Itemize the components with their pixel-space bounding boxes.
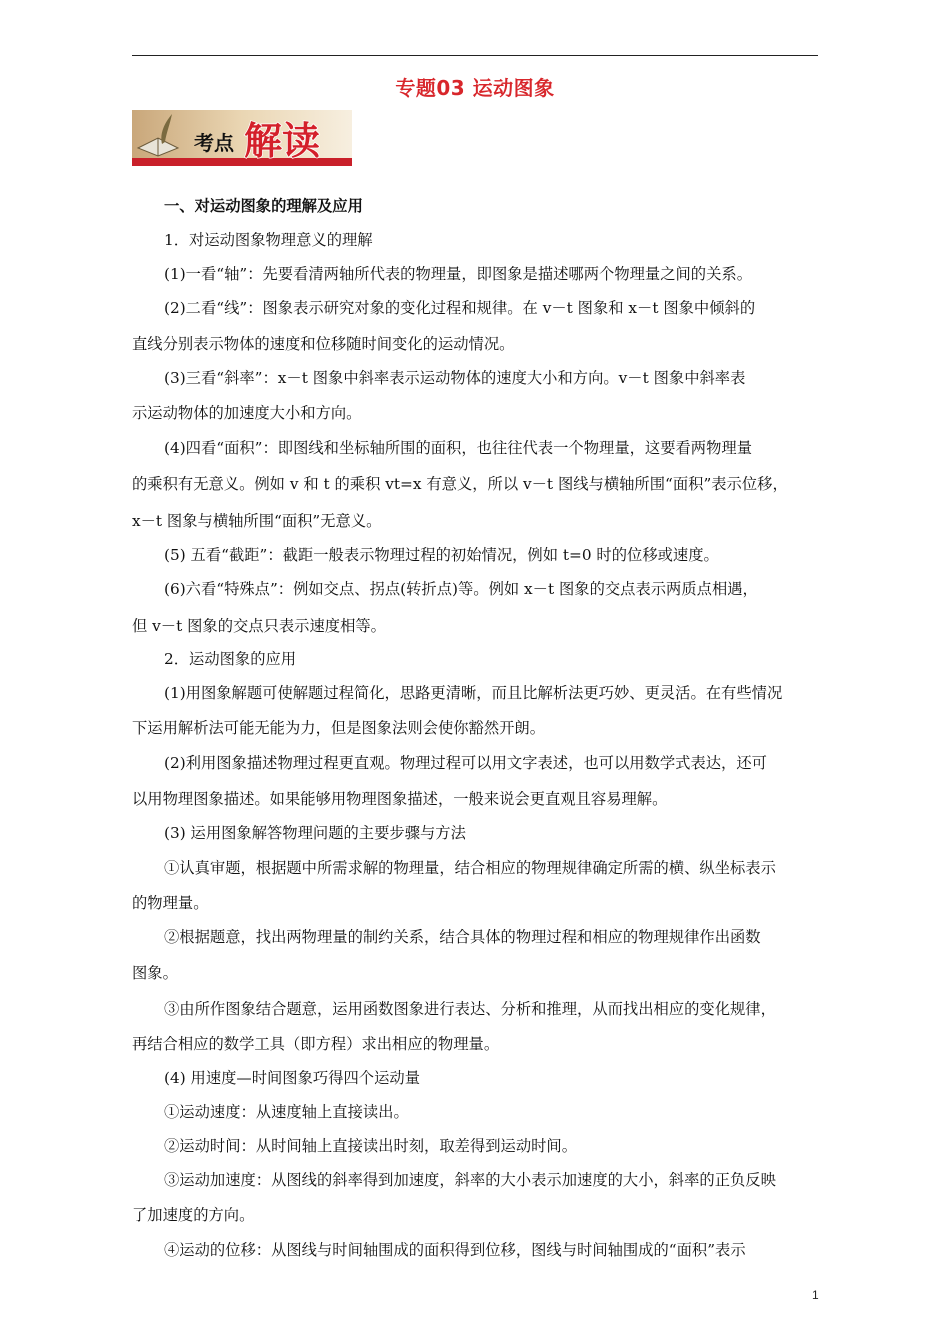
page-number: 1 xyxy=(812,1288,819,1302)
paragraph-line: x－t 图象与横轴所围“面积”无意义。 xyxy=(132,512,382,530)
header-rule xyxy=(132,55,818,56)
paragraph-line: (5) 五看“截距”：截距一般表示物理过程的初始情况，例如 t=0 时的位移或速度。 xyxy=(164,546,719,564)
paragraph-line: (3) 运用图象解答物理问题的主要步骤与方法 xyxy=(164,824,466,842)
paragraph-line: (6)六看“特殊点”：例如交点、拐点(转折点)等。例如 x－t 图象的交点表示两质点相遇， xyxy=(164,580,758,598)
paragraph-line: 直线分别表示物体的速度和位移随时间变化的运动情况。 xyxy=(132,335,515,353)
paragraph-line: 了加速度的方向。 xyxy=(132,1206,255,1224)
paragraph-line: ④运动的位移：从图线与时间轴围成的面积得到位移，图线与时间轴围成的“面积”表示 xyxy=(164,1241,746,1259)
paragraph-line: ①运动速度：从速度轴上直接读出。 xyxy=(164,1103,409,1121)
subheading: 1．对运动图象物理意义的理解 xyxy=(164,231,373,249)
paragraph-line: (3)三看“斜率”：x－t 图象中斜率表示运动物体的速度大小和方向。v－t 图象中斜率表 xyxy=(164,369,746,387)
paragraph-line: (4) 用速度—时间图象巧得四个运动量 xyxy=(164,1069,420,1087)
paragraph-line: ③由所作图象结合题意，运用函数图象进行表达、分析和推理，从而找出相应的变化规律， xyxy=(164,1000,776,1018)
section-heading: 一、对运动图象的理解及应用 xyxy=(164,197,363,215)
paragraph-line: (2)二看“线”：图象表示研究对象的变化过程和规律。在 v－t 图象和 x－t 图象中倾斜的 xyxy=(164,299,756,317)
svg-text:解读: 解读 xyxy=(244,119,321,163)
svg-text:考点: 考点 xyxy=(194,131,234,155)
paragraph-line: 以用物理图象描述。如果能够用物理图象描述，一般来说会更直观且容易理解。 xyxy=(132,790,668,808)
paragraph-line: 下运用解析法可能无能为力，但是图象法则会使你豁然开朗。 xyxy=(132,719,546,737)
paragraph-line: (1)用图象解题可使解题过程简化，思路更清晰，而且比解析法更巧妙、更灵活。在有些情况 xyxy=(164,684,783,702)
paragraph-line: (4)四看“面积”：即图线和坐标轴所围的面积，也往往代表一个物理量，这要看两物理量 xyxy=(164,439,752,457)
paragraph-line: 示运动物体的加速度大小和方向。 xyxy=(132,404,362,422)
paragraph-line: ②运动时间：从时间轴上直接读出时刻，取差得到运动时间。 xyxy=(164,1137,578,1155)
paragraph-line: 再结合相应的数学工具（即方程）求出相应的物理量。 xyxy=(132,1035,500,1053)
paragraph-line: 但 v－t 图象的交点只表示速度相等。 xyxy=(132,617,386,635)
section-banner-image xyxy=(132,108,352,168)
page-title: 专题03 运动图象 xyxy=(395,76,555,100)
paragraph-line: ②根据题意，找出两物理量的制约关系，结合具体的物理过程和相应的物理规律作出函数 xyxy=(164,928,761,946)
paragraph-line: 的物理量。 xyxy=(132,894,209,912)
paragraph-line: 图象。 xyxy=(132,964,178,982)
paragraph-line: ③运动加速度：从图线的斜率得到加速度，斜率的大小表示加速度的大小，斜率的正负反映 xyxy=(164,1171,776,1189)
paragraph-line: (1)一看“轴”：先要看清两轴所代表的物理量，即图象是描述哪两个物理量之间的关系。 xyxy=(164,265,752,283)
paragraph-line: (2)利用图象描述物理过程更直观。物理过程可以用文字表述，也可以用数学式表达，还可 xyxy=(164,754,767,772)
paragraph-line: 的乘积有无意义。例如 v 和 t 的乘积 vt=x 有意义，所以 v－t 图线与横轴所围“面积”表示位移， xyxy=(132,475,788,493)
paragraph-line: ①认真审题，根据题中所需求解的物理量，结合相应的物理规律确定所需的横、纵坐标表示 xyxy=(164,859,776,877)
subheading: 2．运动图象的应用 xyxy=(164,650,297,668)
